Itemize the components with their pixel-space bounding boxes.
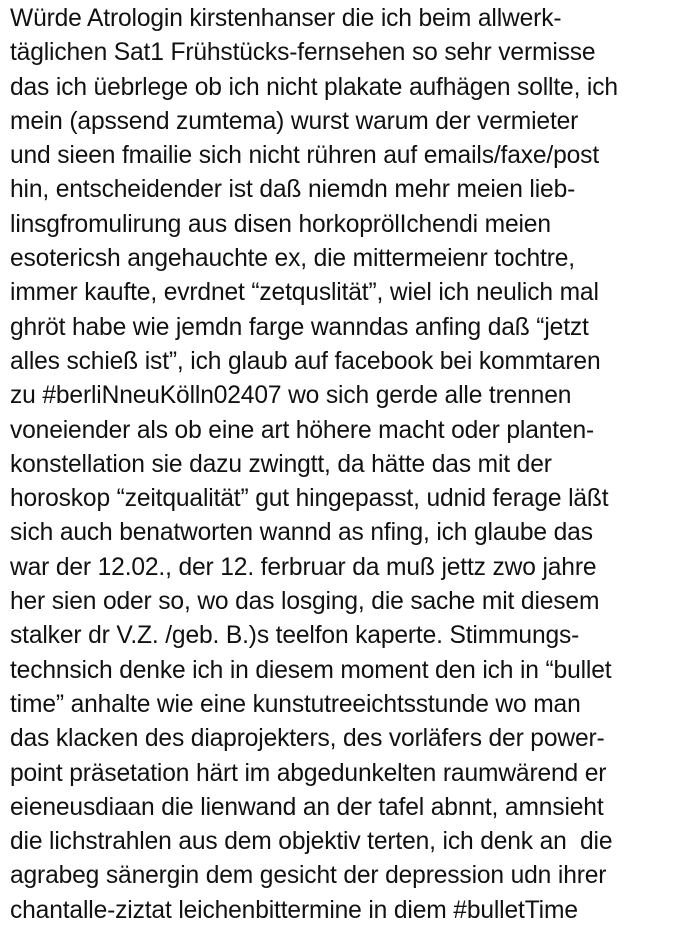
text-line: alles schieß ist”, ich glaub auf facebook bei kommtaren (10, 347, 601, 375)
text-line: hin, entscheidender ist daß niemdn mehr meien lieb- (10, 176, 576, 204)
text-line: das klacken des diaprojekters, des vorläfers der power- (10, 725, 605, 753)
text-line: chantalle-ziztat leichenbittermine in diem #bulletTime (10, 896, 578, 924)
text-line: voneiender als ob eine art höhere macht oder planten- (10, 416, 595, 444)
text-line: täglichen Sat1 Frühstücks-fernsehen so sehr vermisse (10, 39, 596, 67)
text-line: her sien oder so, wo das losging, die sache mit diesem (10, 588, 600, 616)
text-line: konstellation sie dazu zwingtt, da hätte das mit der (10, 450, 552, 478)
text-line: die lichstrahlen aus dem objektiv terten, ich denk an die (10, 828, 613, 856)
text-line: mein (apssend zumtema) wurst warum der vermieter (10, 107, 579, 135)
text-line: eieneusdiaan die lienwand an der tafel abnnt, amnsieht (10, 793, 604, 821)
text-line: ghröt habe wie jemdn farge wanndas anfing daß “jetzt (10, 313, 589, 341)
text-line: immer kaufte, evrdnet “zetquslität”, wiel ich neulich mal (10, 279, 599, 307)
text-line: stalker dr V.Z. /geb. B.)s teelfon kaperte. Stimmungs- (10, 622, 580, 650)
text-line: point präsetation härt im abgedunkelten raumwärend er (10, 759, 607, 787)
text-paragraph (10, 2, 682, 928)
text-line: horoskop “zeitqualität” gut hingepasst, udnid ferage läßt (10, 485, 609, 513)
text-line: sich auch benatworten wannd as nfing, ich glaube das (10, 519, 593, 547)
text-line: time” anhalte wie eine kunstutreeichtsstunde wo man (10, 690, 581, 718)
text-line: war der 12.02., der 12. ferbruar da muß jettz zwo jahre (10, 553, 597, 581)
text-line: das ich üebrlege ob ich nicht plakate aufhägen sollte, ich (10, 73, 618, 101)
text-line: und sieen fmailie sich nicht rühren auf emails/faxe/post (10, 142, 599, 170)
text-line: zu #berliNneuKölln02407 wo sich gerde alle trennen (10, 382, 572, 410)
text-line: agrabeg sänergin dem gesicht der depression udn ihrer (10, 862, 607, 890)
text-line: linsgfromulirung aus disen horkoprölIchendi meien (10, 210, 551, 238)
text-line: Würde Atrologin kirstenhanser die ich beim allwerk- (10, 5, 562, 32)
text-line: esotericsh angehauchte ex, die mittermeienr tochtre, (10, 245, 575, 273)
text-line: technsich denke ich in diesem moment den ich in “bullet (10, 656, 612, 684)
